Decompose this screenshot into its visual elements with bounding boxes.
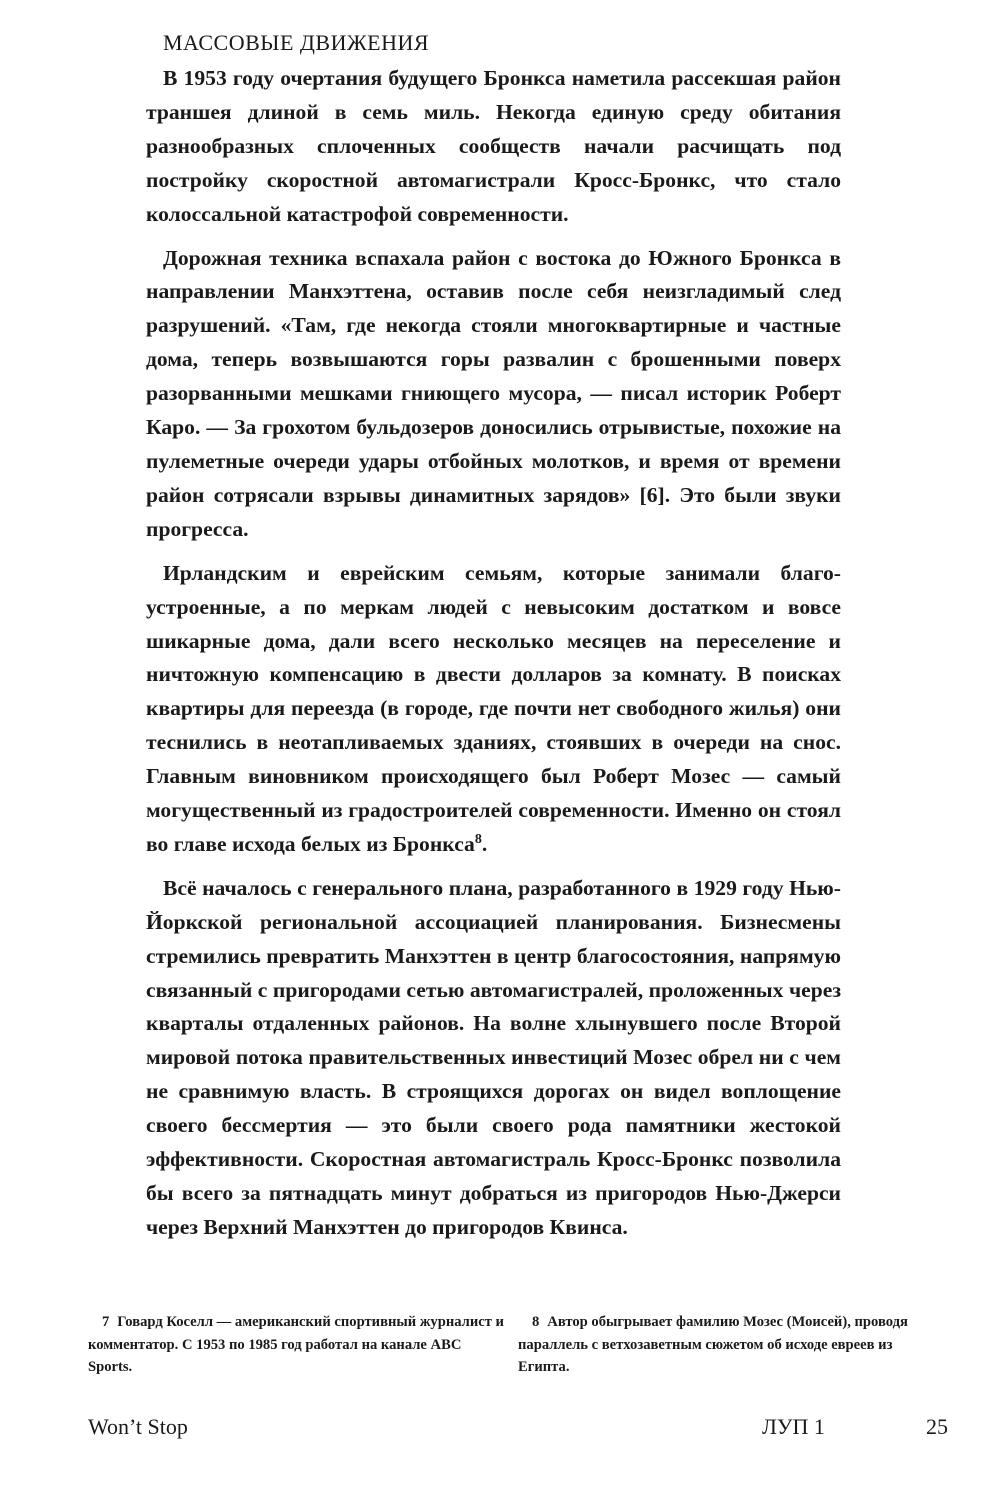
paragraph-3-text: Ирландским и еврейским семьям, которые занимали благоустроенные, а по меркам людей с невысоким достатком и вовсе шикарные дома, дали всего несколько месяцев на переселение и ничтожную компенсацию в двести долларов за комнату. В поисках квартиры для переезда (в городе, где почти нет свободного жилья) они теснились в неотапливаемых зданиях, стоявших в очереди на снос. Главным виновником происходящего был Роберт Мозес — самый могущественный из градостроителей современности. Именно он стоял во главе исхода белых из Бронкса [146,560,841,856]
footnote-reference-8[interactable]: 8 [474,831,482,847]
paragraph-3: Ирландским и еврейским семьям, которые занимали благоустроенные, а по меркам людей с невысоким достатком и вовсе шикарные дома, дали всего несколько месяцев на переселение и ничтожную компенсацию в двести долларов за комнату. В поисках квартиры для переезда (в городе, где почти нет свободного жилья) они теснились в неотапливаемых зданиях, стоявших в очереди на снос. Главным виновником происходящего был Роберт Мозес — самый могущественный из градостроителей современности. Именно он стоял во главе исхода белых из Бронкса$^8$. [146,560,841,856]
footer-book-title: Won’t Stop [88,1414,188,1439]
footnote-7 [88,1311,506,1379]
footnote-text: Автор обыгрывает фамилию Мозес (Моисей), проводя параллель с ветхозаветным сюжетом об исходе евреев из Египта. [518,1314,908,1375]
footnote-number: 8 [532,1314,540,1330]
main-text [146,62,841,1255]
paragraph-4: Всё началось с генерального плана, разработанного в 1929 году Нью-Йоркской региональной ассоциацией планирования. Бизнесмены стремились превратить Манхэттен в центр благосостояния, напрямую связанный с пригородами сетью автомагистралей, проложенных через кварталы отдаленных районов. На волне хлынувшего после Второй мировой потока правительственных инвестиций Мозес обрел ни с чем не сравнимую власть. В строящихся дорогах он видел воплощение своего бессмертия — это были своего рода памятники жестокой эффективности. Скоростная автомагистраль Кросс-Бронкс позволила бы всего за пятнадцать минут добраться из пригородов Нью-Джерси через Верхний Манхэттен до пригородов Квинса. [146,875,841,1239]
footer-chapter: ЛУП 1 [762,1414,825,1439]
footnote-text: Говард Коселл — американский спортивный журналист и комментатор. С 1953 по 1985 год работал на канале ABC Sports. [88,1314,504,1375]
paragraph-1: В 1953 году очертания будущего Бронкса наметила рассекшая район траншея длиной в семь миль. Некогда единую среду обитания разнообразных сплоченных сообществ начали расчищать под постройку скоростной автомагистрали Кросс-Бронкс, что стало колоссальной катастрофой современности. [146,66,841,226]
footnote-8 [518,1311,938,1379]
paragraph-2: Дорожная техника вспахала район с востока до Южного Бронкса в направлении Манхэттена, оставив после себя неизгладимый след разрушений. «Там, где некогда стояли многоквартирные и частные дома, теперь возвышаются горы развалин с брошенными поверх разорванными мешками гниющего мусора, — писал историк Роберт Каро. — За грохотом бульдозеров доносились отрывистые, похожие на пулеметные очереди удары отбойных молотков, и время от времени район сотрясали взрывы динамитных зарядов» [6]. Это были звуки прогресса. [146,245,841,541]
running-title: МАССОВЫЕ ДВИЖЕНИЯ [163,30,430,55]
footnote-number: 7 [102,1314,110,1330]
page-number: 25 [926,1414,948,1439]
